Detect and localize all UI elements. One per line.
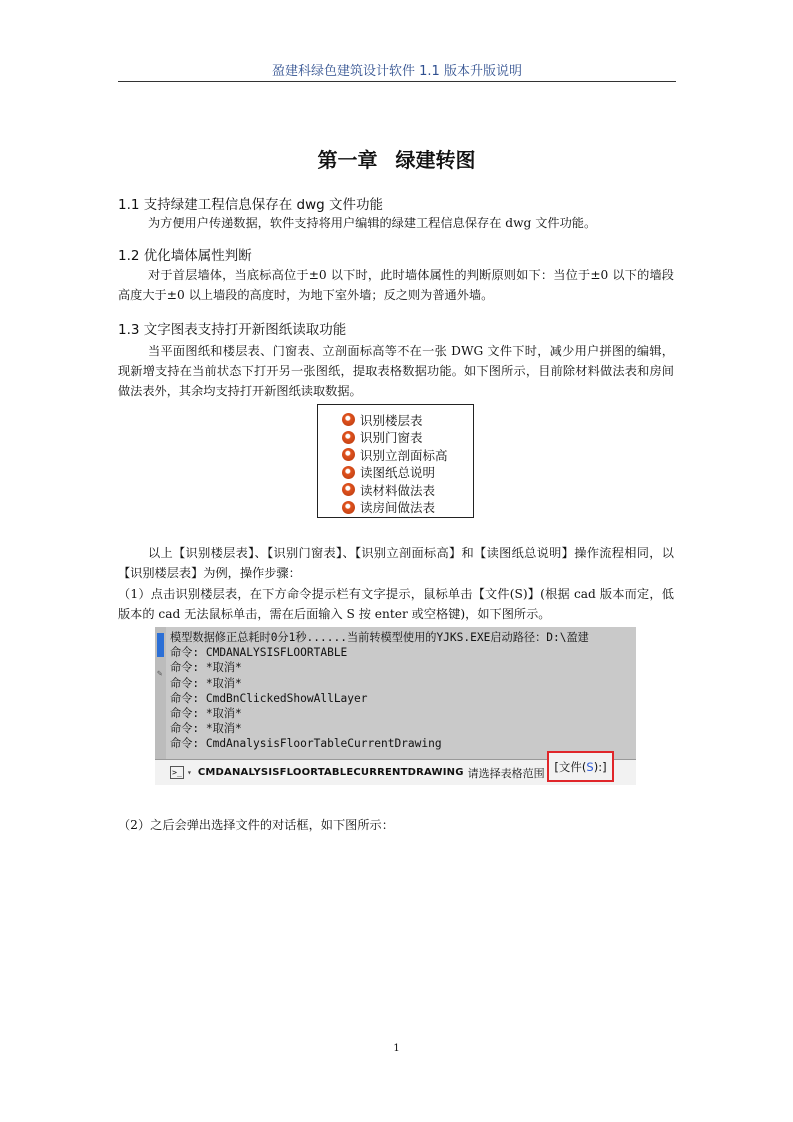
file-option-key: S bbox=[586, 759, 594, 774]
section-heading-1-1: 1.1 支持绿建工程信息保存在 dwg 文件功能 bbox=[118, 197, 384, 213]
console-line: 命令: *取消* bbox=[170, 722, 242, 736]
console-line: 命令: CMDANALYSISFLOORTABLE bbox=[170, 646, 348, 660]
command-hint: 请选择表格范围 bbox=[467, 766, 545, 780]
menu-item-label: 识别门窗表 bbox=[360, 430, 423, 446]
chapter-number: 第一章 bbox=[317, 148, 378, 172]
console-line: 命令: CmdAnalysisFloorTableCurrentDrawing bbox=[170, 737, 442, 751]
menu-item-label: 读房间做法表 bbox=[360, 500, 436, 516]
paragraph-step-1: （1）点击识别楼层表，在下方命令提示栏有文字提示，鼠标单击【文件(S)】(根据 cad 版本而定，低版本的 cad 无法鼠标单击，需在后面输入 S 按 enter 或空格键)，如下图所示。 bbox=[118, 587, 674, 621]
menu-item-identify-floor-table[interactable] bbox=[342, 411, 473, 429]
current-command: CMDANALYSISFLOORTABLECURRENTDRAWING bbox=[197, 767, 464, 778]
console-scroll-thumb[interactable] bbox=[157, 633, 164, 657]
console-history bbox=[170, 629, 636, 751]
flame-icon bbox=[342, 501, 355, 514]
pen-icon: ✎ bbox=[157, 669, 163, 679]
menu-item-label: 读图纸总说明 bbox=[360, 465, 436, 481]
console-line: 命令: *取消* bbox=[170, 676, 242, 690]
chevron-down-icon[interactable]: ▾ bbox=[187, 768, 192, 777]
flame-icon bbox=[342, 466, 355, 479]
menu-item-read-general-notes[interactable] bbox=[342, 464, 473, 482]
console-line: 模型数据修正总耗时0分1秒......当前转模型使用的YJKS.EXE启动路径：D:\盈建 bbox=[170, 631, 589, 644]
chapter-title bbox=[0, 144, 793, 173]
flame-icon bbox=[342, 483, 355, 496]
page-number: 1 bbox=[393, 1043, 400, 1054]
menu-item-label: 读材料做法表 bbox=[360, 482, 436, 498]
command-prompt-icon[interactable]: >_ bbox=[170, 766, 184, 779]
page-header: 盈建科绿色建筑设计软件 1.1 版本升版说明 bbox=[272, 64, 522, 79]
menu-item-read-material-table[interactable] bbox=[342, 481, 473, 499]
console-line: 命令: *取消* bbox=[170, 706, 242, 720]
menu-item-identify-elevation[interactable] bbox=[342, 446, 473, 464]
file-option-prefix: [文件( bbox=[554, 759, 587, 774]
flame-icon bbox=[342, 448, 355, 461]
section-heading-1-2: 1.2 优化墙体属性判断 bbox=[118, 248, 252, 264]
flame-icon bbox=[342, 413, 355, 426]
menu-item-label: 识别立剖面标高 bbox=[360, 447, 448, 463]
cad-command-console bbox=[155, 627, 636, 785]
section-body-1-3: 当平面图纸和楼层表、门窗表、立剖面标高等不在一张 DWG 文件下时，减少用户拼图的编辑，现新增支持在当前状态下打开另一张图纸，提取表格数据功能。如下图所示，目前除材料做法表和房间做法表外，其余均支持打开新图纸读取数据。 bbox=[118, 344, 674, 398]
file-option-suffix: ):] bbox=[593, 759, 607, 774]
console-side-bar bbox=[155, 627, 166, 759]
console-line: 命令: *取消* bbox=[170, 661, 242, 675]
menu-item-read-room-table[interactable] bbox=[342, 499, 473, 517]
console-line: 命令: CmdBnClickedShowAllLayer bbox=[170, 691, 368, 705]
chapter-name: 绿建转图 bbox=[395, 148, 476, 172]
section-body-1-2: 对于首层墙体，当底标高位于±0 以下时，此时墙体属性的判断原则如下：当位于±0 以下的墙段高度大于±0 以上墙段的高度时，为地下室外墙；反之则为普通外墙。 bbox=[118, 268, 674, 302]
paragraph-step-2: （2）之后会弹出选择文件的对话框，如下图所示： bbox=[118, 818, 394, 832]
paragraph-operation-flow: 以上【识别楼层表】、【识别门窗表】、【识别立剖面标高】和【读图纸总说明】操作流程相同，以【识别楼层表】为例，操作步骤： bbox=[118, 546, 674, 580]
menu-item-label: 识别楼层表 bbox=[360, 412, 423, 428]
flame-icon bbox=[342, 431, 355, 444]
file-option-button[interactable] bbox=[547, 751, 614, 782]
header-rule bbox=[118, 81, 676, 82]
text-table-menu bbox=[317, 404, 474, 518]
section-heading-1-3: 1.3 文字图表支持打开新图纸读取功能 bbox=[118, 322, 347, 338]
section-body-1-1: 为方便用户传递数据，软件支持将用户编辑的绿建工程信息保存在 dwg 文件功能。 bbox=[148, 216, 597, 230]
menu-item-identify-door-window-table[interactable] bbox=[342, 429, 473, 447]
